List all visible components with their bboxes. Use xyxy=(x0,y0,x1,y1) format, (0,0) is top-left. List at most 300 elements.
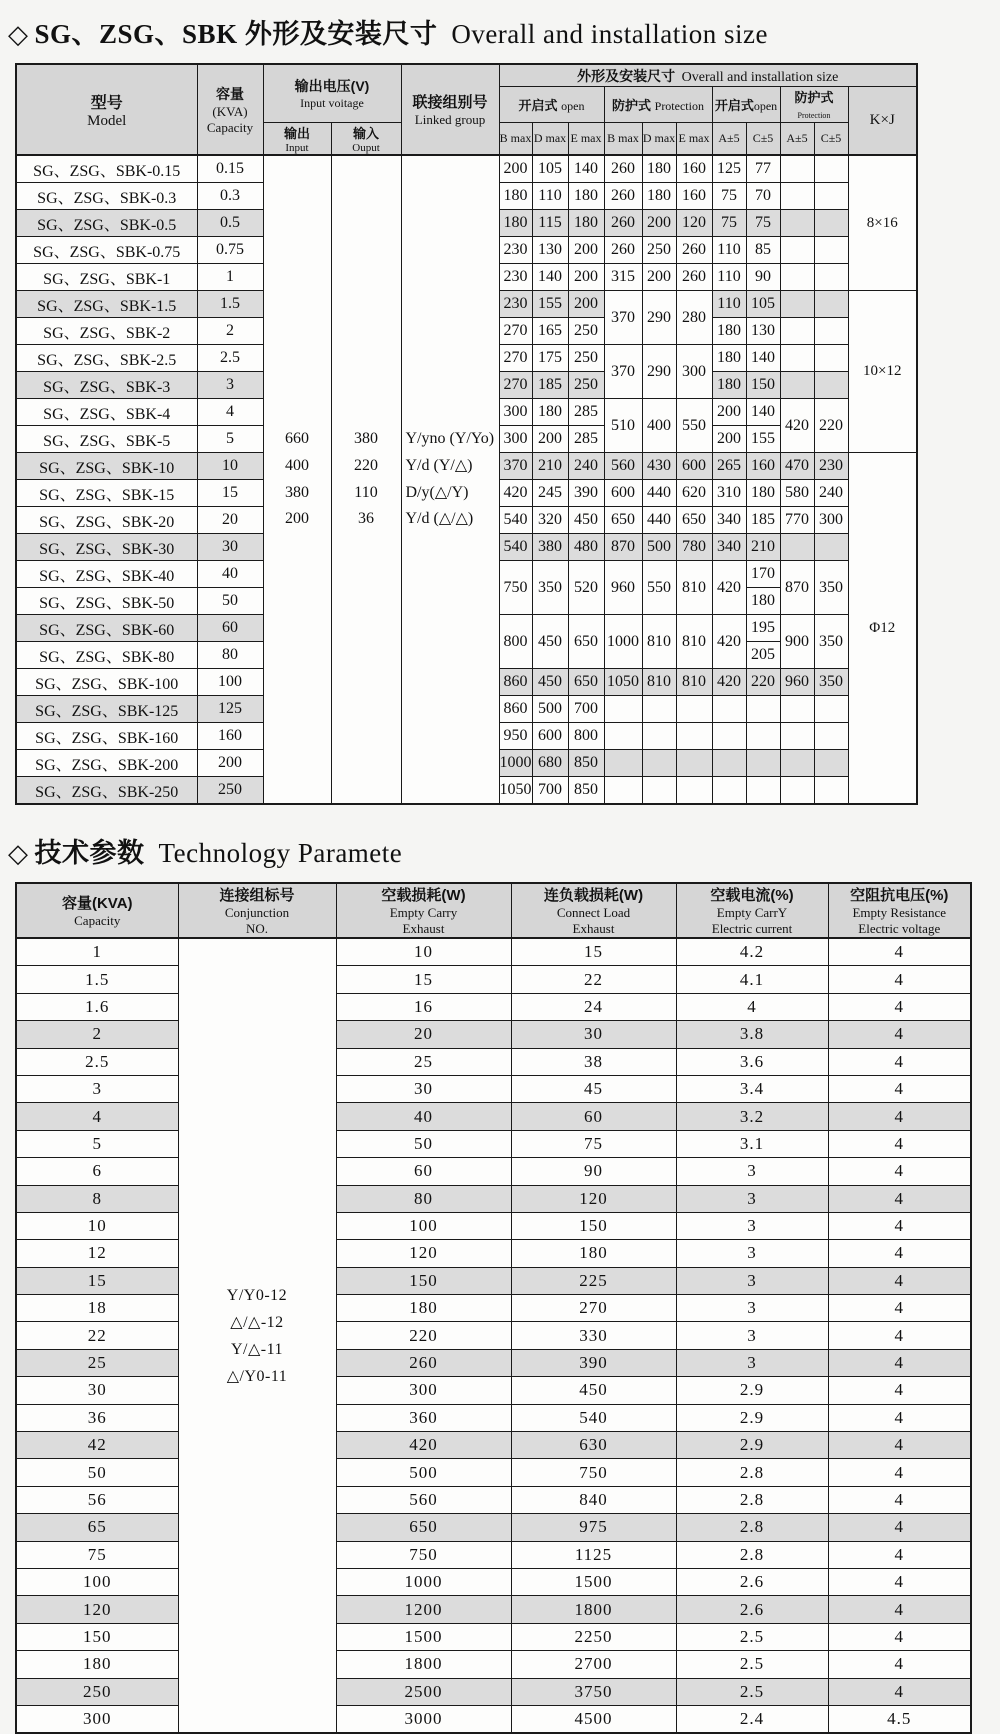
kxj-cell: Φ12 xyxy=(848,453,917,805)
value-cell: 3 xyxy=(676,1267,828,1294)
value-cell: 2.8 xyxy=(676,1459,828,1486)
dim-cell: 110 xyxy=(532,183,568,210)
capacity-cell: 42 xyxy=(16,1432,178,1459)
section2-title xyxy=(8,831,1000,870)
section2-title-en: Technology Paramete xyxy=(158,838,403,868)
dim-cell xyxy=(814,345,848,372)
dim-sub-header: A±5 xyxy=(712,123,746,156)
value-cell: 40 xyxy=(336,1103,511,1130)
dim-cell: 300 xyxy=(814,507,848,534)
value-cell: 3 xyxy=(676,1349,828,1376)
dim-cell: 370 xyxy=(604,291,642,345)
capacity-cell: 22 xyxy=(16,1322,178,1349)
capacity-cell: 56 xyxy=(16,1486,178,1513)
dim-cell: 155 xyxy=(532,291,568,318)
value-cell: 225 xyxy=(511,1267,676,1294)
dim-cell: 700 xyxy=(568,696,604,723)
voltage-in-header: 输入 Ouput xyxy=(331,123,401,156)
dim-cell xyxy=(780,264,814,291)
dim-cell: 280 xyxy=(676,291,712,345)
dim-cell: 110 xyxy=(712,237,746,264)
dim-cell: 870 xyxy=(780,561,814,615)
dim-cell: 270 xyxy=(499,318,532,345)
dim-cell: 250 xyxy=(568,318,604,345)
dim-cell xyxy=(676,750,712,777)
value-cell: 80 xyxy=(336,1185,511,1212)
column-header: 空阻抗电压(%) Empty Resistance Electric voltage xyxy=(828,883,971,938)
dim-cell: 770 xyxy=(780,507,814,534)
table-row xyxy=(16,1432,971,1459)
dim-cell: 210 xyxy=(532,453,568,480)
dim-cell xyxy=(676,777,712,805)
dim-cell xyxy=(780,534,814,561)
dim-cell: 250 xyxy=(568,345,604,372)
dim-cell: 170 xyxy=(746,561,780,588)
capacity-cell: 100 xyxy=(16,1568,178,1595)
dim-cell: 110 xyxy=(712,291,746,318)
table-row xyxy=(16,1212,971,1239)
value-cell: 16 xyxy=(336,993,511,1020)
dim-cell: 300 xyxy=(499,426,532,453)
dim-cell: 250 xyxy=(642,237,676,264)
dim-cell xyxy=(676,723,712,750)
capacity-cell: 15 xyxy=(16,1267,178,1294)
model-cell: SG、ZSG、SBK-4 xyxy=(16,399,197,426)
value-cell: 150 xyxy=(336,1267,511,1294)
value-cell: 90 xyxy=(511,1158,676,1185)
capacity-cell: 0.75 xyxy=(197,237,263,264)
dim-cell xyxy=(712,696,746,723)
dim-cell: 260 xyxy=(604,237,642,264)
dim-cell: 370 xyxy=(499,453,532,480)
dim-cell: 270 xyxy=(499,345,532,372)
value-cell: 20 xyxy=(336,1021,511,1048)
value-cell: 4 xyxy=(828,1185,971,1212)
value-cell: 4.2 xyxy=(676,938,828,966)
table-row xyxy=(16,1048,971,1075)
dim-cell: 450 xyxy=(532,669,568,696)
dim-cell: 125 xyxy=(712,155,746,183)
table-row xyxy=(16,1103,971,1130)
section1-title-zh: SG、ZSG、SBK 外形及安装尺寸 xyxy=(34,19,438,49)
value-cell: 4 xyxy=(828,1322,971,1349)
model-cell: SG、ZSG、SBK-100 xyxy=(16,669,197,696)
value-cell: 3 xyxy=(676,1185,828,1212)
dim-cell: 620 xyxy=(676,480,712,507)
capacity-cell: 40 xyxy=(197,561,263,588)
dim-sub-header: E max xyxy=(568,123,604,156)
dim-cell: 240 xyxy=(568,453,604,480)
value-cell: 15 xyxy=(336,966,511,993)
value-cell: 4 xyxy=(828,1295,971,1322)
value-cell: 4 xyxy=(828,1459,971,1486)
dim-cell: 470 xyxy=(780,453,814,480)
value-cell: 4 xyxy=(828,1623,971,1650)
dim-cell: 200 xyxy=(532,426,568,453)
table-row xyxy=(16,1158,971,1185)
value-cell: 1200 xyxy=(336,1596,511,1623)
capacity-cell: 50 xyxy=(197,588,263,615)
capacity-cell: 25 xyxy=(16,1349,178,1376)
capacity-cell: 3 xyxy=(197,372,263,399)
model-cell: SG、ZSG、SBK-15 xyxy=(16,480,197,507)
capacity-cell: 0.3 xyxy=(197,183,263,210)
dim-cell: 250 xyxy=(568,372,604,399)
dim-cell xyxy=(780,210,814,237)
value-cell: 120 xyxy=(511,1185,676,1212)
value-cell: 24 xyxy=(511,993,676,1020)
dim-cell: 260 xyxy=(676,264,712,291)
dim-cell: 285 xyxy=(568,399,604,426)
value-cell: 2.9 xyxy=(676,1404,828,1431)
table2-header xyxy=(16,883,971,938)
value-cell: 10 xyxy=(336,938,511,966)
dim-cell xyxy=(780,696,814,723)
dim-cell: 810 xyxy=(642,669,676,696)
value-cell: 180 xyxy=(336,1295,511,1322)
linked-group-values: Y/yno (Y/Yo) Y/d (Y/△) D/y(△/Y) Y/d (△/△) xyxy=(401,155,499,804)
dim-cell: 115 xyxy=(532,210,568,237)
value-cell: 360 xyxy=(336,1404,511,1431)
capacity-header: 容量 (KVA) Capacity xyxy=(197,64,263,155)
dim-cell: 180 xyxy=(532,399,568,426)
value-cell: 560 xyxy=(336,1486,511,1513)
dim-cell: 180 xyxy=(499,183,532,210)
value-cell: 4 xyxy=(828,1678,971,1705)
value-cell: 4 xyxy=(828,1158,971,1185)
dim-cell: 810 xyxy=(676,669,712,696)
dim-sub-header: D max xyxy=(532,123,568,156)
capacity-cell: 50 xyxy=(16,1459,178,1486)
column-header: 连负载损耗(W) Connect Load Exhaust xyxy=(511,883,676,938)
value-cell: 4 xyxy=(828,1541,971,1568)
dim-cell: 165 xyxy=(532,318,568,345)
capacity-cell: 10 xyxy=(16,1212,178,1239)
conjunction-values: Y/Y0-12 △/△-12 Y/△-11 △/Y0-11 xyxy=(178,938,336,1733)
dim-cell: 420 xyxy=(712,669,746,696)
dim-cell: 450 xyxy=(532,615,568,669)
value-cell: 1500 xyxy=(336,1623,511,1650)
dim-cell xyxy=(746,723,780,750)
value-cell: 540 xyxy=(511,1404,676,1431)
table-row xyxy=(16,1705,971,1733)
value-cell: 4 xyxy=(828,1212,971,1239)
dim-cell xyxy=(604,777,642,805)
value-cell: 60 xyxy=(511,1103,676,1130)
dim-cell: 260 xyxy=(676,237,712,264)
value-cell: 22 xyxy=(511,966,676,993)
value-cell: 1500 xyxy=(511,1568,676,1595)
dim-cell: 580 xyxy=(780,480,814,507)
dim-cell: 1050 xyxy=(499,777,532,805)
dim-cell: 960 xyxy=(604,561,642,615)
capacity-cell: 3 xyxy=(16,1075,178,1102)
table-row xyxy=(16,1185,971,1212)
dim-cell: 200 xyxy=(712,426,746,453)
model-cell: SG、ZSG、SBK-0.5 xyxy=(16,210,197,237)
capacity-cell: 4 xyxy=(16,1103,178,1130)
dim-cell: 800 xyxy=(499,615,532,669)
dim-cell: 180 xyxy=(642,155,676,183)
dim-cell xyxy=(642,777,676,805)
table-row xyxy=(16,1075,971,1102)
table-row xyxy=(16,1514,971,1541)
dim-cell: 850 xyxy=(568,777,604,805)
capacity-cell: 100 xyxy=(197,669,263,696)
dim-cell: 140 xyxy=(532,264,568,291)
dim-cell: 260 xyxy=(604,183,642,210)
value-cell: 2.8 xyxy=(676,1541,828,1568)
dim-cell: 160 xyxy=(676,183,712,210)
dim-cell: 285 xyxy=(568,426,604,453)
column-header: 容量(KVA) Capacity xyxy=(16,883,178,938)
dim-cell: 420 xyxy=(712,615,746,669)
dim-cell xyxy=(780,237,814,264)
value-cell: 4 xyxy=(828,1021,971,1048)
dim-cell: 350 xyxy=(814,615,848,669)
capacity-cell: 120 xyxy=(16,1596,178,1623)
value-cell: 4 xyxy=(828,993,971,1020)
dim-cell: 500 xyxy=(532,696,568,723)
value-cell: 25 xyxy=(336,1048,511,1075)
dim-cell: 500 xyxy=(642,534,676,561)
dim-cell: 390 xyxy=(568,480,604,507)
table-row xyxy=(16,1240,971,1267)
capacity-cell: 15 xyxy=(197,480,263,507)
dim-sub-header: B max xyxy=(604,123,642,156)
value-cell: 4.1 xyxy=(676,966,828,993)
dim-cell: 110 xyxy=(712,264,746,291)
table-row xyxy=(16,938,971,966)
value-cell: 2500 xyxy=(336,1678,511,1705)
dim-cell: 180 xyxy=(642,183,676,210)
dim-cell: 510 xyxy=(604,399,642,453)
value-cell: 120 xyxy=(336,1240,511,1267)
value-cell: 450 xyxy=(511,1377,676,1404)
model-cell: SG、ZSG、SBK-30 xyxy=(16,534,197,561)
dim-cell xyxy=(642,723,676,750)
voltage-out-header: 输出 Input xyxy=(263,123,331,156)
dims-group-header: 外形及安装尺寸 Overall and installation size xyxy=(499,64,917,87)
capacity-cell: 2.5 xyxy=(197,345,263,372)
dim-cell xyxy=(746,777,780,805)
capacity-cell: 5 xyxy=(16,1130,178,1157)
model-cell: SG、ZSG、SBK-10 xyxy=(16,453,197,480)
dim-cell: 700 xyxy=(532,777,568,805)
capacity-cell: 20 xyxy=(197,507,263,534)
tech-params-table xyxy=(15,882,972,1734)
model-cell: SG、ZSG、SBK-80 xyxy=(16,642,197,669)
capacity-cell: 0.5 xyxy=(197,210,263,237)
dim-cell xyxy=(814,372,848,399)
dim-cell: 400 xyxy=(642,399,676,453)
open-group-header: 开启式 open xyxy=(499,87,604,123)
table-row xyxy=(16,1541,971,1568)
dim-cell: 180 xyxy=(746,480,780,507)
value-cell: 2.5 xyxy=(676,1678,828,1705)
table-row xyxy=(16,1349,971,1376)
dim-cell: 175 xyxy=(532,345,568,372)
value-cell: 300 xyxy=(336,1377,511,1404)
value-cell: 4 xyxy=(828,1514,971,1541)
value-cell: 4 xyxy=(828,1377,971,1404)
value-cell: 1000 xyxy=(336,1568,511,1595)
dim-cell: 340 xyxy=(712,534,746,561)
capacity-cell: 75 xyxy=(16,1541,178,1568)
column-header: 连接组标号 Conjunction NO. xyxy=(178,883,336,938)
value-cell: 4 xyxy=(828,1349,971,1376)
dim-cell: 540 xyxy=(499,507,532,534)
dim-cell: 420 xyxy=(712,561,746,615)
table-row xyxy=(16,1295,971,1322)
voltage-out-values: 660 400 380 200 xyxy=(263,155,331,804)
dim-cell: 230 xyxy=(499,237,532,264)
value-cell: 4 xyxy=(828,1075,971,1102)
dim-cell xyxy=(780,183,814,210)
capacity-cell: 2.5 xyxy=(16,1048,178,1075)
dim-cell: 75 xyxy=(746,210,780,237)
dim-cell: 440 xyxy=(642,480,676,507)
column-header: 空载电流(%) Empty CarrY Electric current xyxy=(676,883,828,938)
dim-cell: 380 xyxy=(532,534,568,561)
dim-cell: 290 xyxy=(642,291,676,345)
dim-cell: 200 xyxy=(642,264,676,291)
dim-cell: 450 xyxy=(568,507,604,534)
value-cell: 4 xyxy=(828,1568,971,1595)
value-cell: 390 xyxy=(511,1349,676,1376)
model-cell: SG、ZSG、SBK-5 xyxy=(16,426,197,453)
dim-cell: 180 xyxy=(568,183,604,210)
table-row xyxy=(16,1623,971,1650)
model-header: 型号 Model xyxy=(16,64,197,155)
dim-cell: 245 xyxy=(532,480,568,507)
value-cell: 150 xyxy=(511,1212,676,1239)
model-cell: SG、ZSG、SBK-125 xyxy=(16,696,197,723)
dim-cell xyxy=(712,723,746,750)
value-cell: 975 xyxy=(511,1514,676,1541)
value-cell: 270 xyxy=(511,1295,676,1322)
value-cell: 500 xyxy=(336,1459,511,1486)
dim-cell xyxy=(780,723,814,750)
value-cell: 4 xyxy=(828,1432,971,1459)
capacity-cell: 2 xyxy=(16,1021,178,1048)
overall-size-table xyxy=(15,63,918,805)
dim-cell: 650 xyxy=(568,615,604,669)
dim-cell: 270 xyxy=(499,372,532,399)
value-cell: 4 xyxy=(828,966,971,993)
table-row xyxy=(16,1596,971,1623)
dim-cell: 430 xyxy=(642,453,676,480)
dim-cell: 650 xyxy=(604,507,642,534)
dim-cell: 260 xyxy=(604,210,642,237)
dim-cell: 180 xyxy=(712,372,746,399)
value-cell: 3 xyxy=(676,1295,828,1322)
dim-cell: 960 xyxy=(780,669,814,696)
section2-title-zh: 技术参数 xyxy=(34,838,145,868)
dim-cell: 180 xyxy=(746,588,780,615)
dim-cell: 420 xyxy=(780,399,814,453)
dim-cell xyxy=(814,777,848,805)
value-cell: 100 xyxy=(336,1212,511,1239)
capacity-cell: 1.5 xyxy=(197,291,263,318)
value-cell: 1125 xyxy=(511,1541,676,1568)
table-row xyxy=(16,1267,971,1294)
dim-sub-header: D max xyxy=(642,123,676,156)
dim-cell: 350 xyxy=(814,561,848,615)
table-row xyxy=(16,1459,971,1486)
dim-cell: 77 xyxy=(746,155,780,183)
dim-cell: 350 xyxy=(814,669,848,696)
dim-cell xyxy=(814,750,848,777)
value-cell: 2700 xyxy=(511,1651,676,1678)
dim-cell: 140 xyxy=(568,155,604,183)
capacity-cell: 180 xyxy=(16,1651,178,1678)
dim-cell: 420 xyxy=(499,480,532,507)
capacity-cell: 12 xyxy=(16,1240,178,1267)
value-cell: 4 xyxy=(676,993,828,1020)
capacity-cell: 2 xyxy=(197,318,263,345)
value-cell: 4 xyxy=(828,1596,971,1623)
value-cell: 2.6 xyxy=(676,1568,828,1595)
value-cell: 1800 xyxy=(336,1651,511,1678)
dim-cell: 480 xyxy=(568,534,604,561)
dim-cell: 200 xyxy=(642,210,676,237)
dim-cell: 160 xyxy=(676,155,712,183)
capacity-cell: 8 xyxy=(16,1185,178,1212)
dim-cell xyxy=(814,210,848,237)
dim-cell: 440 xyxy=(642,507,676,534)
dim-cell: 265 xyxy=(712,453,746,480)
capacity-cell: 5 xyxy=(197,426,263,453)
dim-cell: 290 xyxy=(642,345,676,399)
section1-title-en: Overall and installation size xyxy=(451,19,768,49)
dim-cell: 200 xyxy=(499,155,532,183)
dim-cell: 180 xyxy=(568,210,604,237)
model-cell: SG、ZSG、SBK-2.5 xyxy=(16,345,197,372)
dim-cell: 1000 xyxy=(604,615,642,669)
dim-cell xyxy=(642,696,676,723)
dim-cell xyxy=(814,318,848,345)
kxj-cell: 10×12 xyxy=(848,291,917,453)
dim-cell: 185 xyxy=(532,372,568,399)
dim-cell: 300 xyxy=(499,399,532,426)
model-cell: SG、ZSG、SBK-40 xyxy=(16,561,197,588)
value-cell: 2.9 xyxy=(676,1377,828,1404)
dim-cell xyxy=(814,291,848,318)
value-cell: 3.1 xyxy=(676,1130,828,1157)
dim-cell: 200 xyxy=(568,237,604,264)
table-row xyxy=(16,1377,971,1404)
dim-cell: 130 xyxy=(532,237,568,264)
dim-cell xyxy=(780,155,814,183)
dim-cell: 650 xyxy=(568,669,604,696)
dim-cell xyxy=(814,534,848,561)
model-cell: SG、ZSG、SBK-1 xyxy=(16,264,197,291)
value-cell: 2.5 xyxy=(676,1623,828,1650)
value-cell: 38 xyxy=(511,1048,676,1075)
value-cell: 3.4 xyxy=(676,1075,828,1102)
capacity-cell: 80 xyxy=(197,642,263,669)
dim-cell: 340 xyxy=(712,507,746,534)
value-cell: 4 xyxy=(828,1130,971,1157)
capacity-cell: 160 xyxy=(197,723,263,750)
dim-cell xyxy=(814,723,848,750)
model-cell: SG、ZSG、SBK-1.5 xyxy=(16,291,197,318)
dim-cell xyxy=(604,696,642,723)
value-cell: 50 xyxy=(336,1130,511,1157)
dim-cell: 120 xyxy=(676,210,712,237)
value-cell: 750 xyxy=(511,1459,676,1486)
